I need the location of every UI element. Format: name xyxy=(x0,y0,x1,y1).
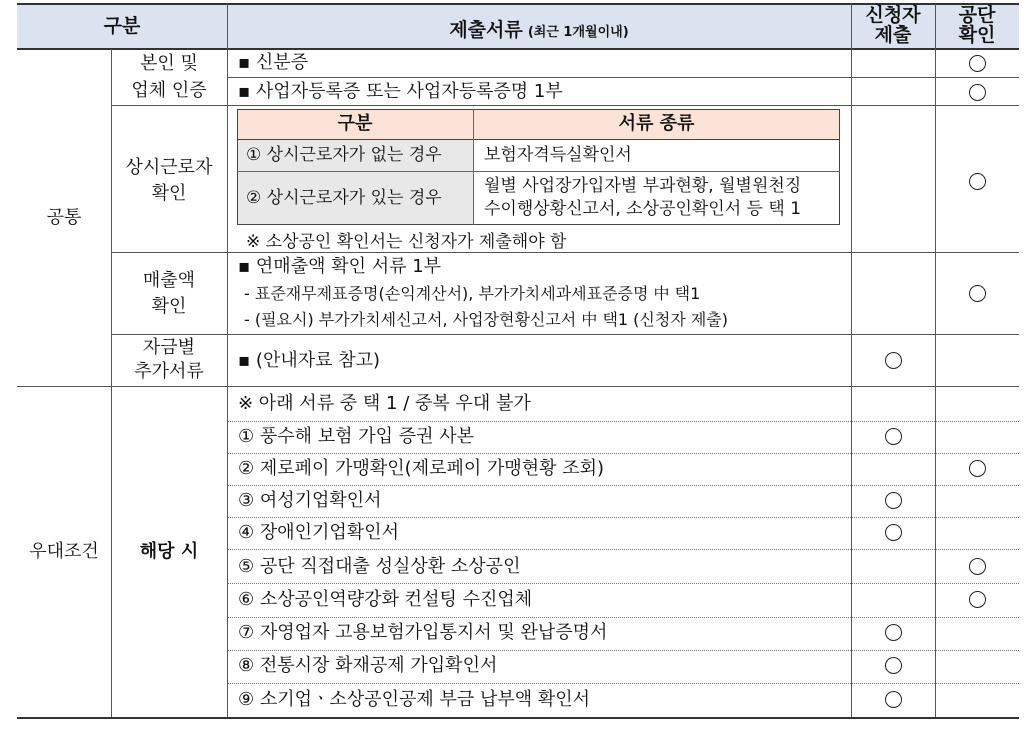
row-divider xyxy=(227,617,1019,618)
agency-check-mark xyxy=(969,591,986,608)
header-agency-line1: 공단 xyxy=(958,4,996,26)
preferential-sub-label: 해당 시 xyxy=(139,541,199,562)
applicant-check-mark xyxy=(885,657,902,674)
row-divider xyxy=(111,105,1019,106)
preferential-item: ⑥ 소상공인역량강화 컨설팅 수진업체 xyxy=(238,589,533,610)
inner-header-documents: 서류 종류 xyxy=(618,113,695,134)
column-divider xyxy=(227,4,228,717)
workers-note: ※ 소상공인 확인서는 신청자가 제출해야 함 xyxy=(246,232,567,252)
row-divider xyxy=(227,77,1019,78)
applicant-check-mark xyxy=(885,492,902,509)
preferential-item: ⑨ 소기업ㆍ소상공인공제 부금 납부액 확인서 xyxy=(238,689,591,710)
preferential-note: ※ 아래 서류 중 택 1 / 중복 우대 불가 xyxy=(238,393,531,414)
agency-check-mark xyxy=(969,173,986,190)
row-divider xyxy=(227,517,1019,518)
applicant-check-mark xyxy=(885,352,902,369)
agency-check-mark xyxy=(969,84,986,101)
group-label-preferential: 우대조건 xyxy=(29,541,99,562)
row-divider xyxy=(227,549,1019,550)
agency-check-mark xyxy=(969,285,986,302)
inner-header-category: 구분 xyxy=(337,113,373,134)
inner-table-divider xyxy=(237,171,840,172)
row-divider xyxy=(227,485,1019,486)
preferential-item: ⑦ 자영업자 고용보험가입통지서 및 완납증명서 xyxy=(238,622,608,643)
identity-item-id-card: ▪ 신분증 xyxy=(238,52,309,73)
header-applicant-line1: 신청자 xyxy=(865,4,921,26)
row-divider xyxy=(227,583,1019,584)
column-divider xyxy=(111,49,112,717)
inner-case2-documents-line2: 수이행상황신고서, 소상공인확인서 등 택 1 xyxy=(484,199,802,219)
inner-case2-label: ② 상시근로자가 있는 경우 xyxy=(246,188,442,208)
extra-label-line1: 자금별 xyxy=(142,337,196,358)
identity-item-business-registration: ▪ 사업자등록증 또는 사업자등록증명 1부 xyxy=(238,81,563,102)
group-label-common: 공통 xyxy=(46,207,82,228)
preferential-item: ③ 여성기업확인서 xyxy=(238,490,382,511)
header-bottom-border xyxy=(17,48,1019,50)
agency-check-mark xyxy=(969,460,986,477)
preferential-item: ⑤ 공단 직접대출 성실상환 소상공인 xyxy=(238,556,521,577)
extra-item: ▪ (안내자료 참고) xyxy=(238,350,381,371)
column-divider xyxy=(935,4,936,717)
inner-case1-documents: 보험자격득실확인서 xyxy=(484,145,632,165)
sales-item-standard: - 표준재무제표증명(손익계산서), 부가가치세과세표준증명 中 택1 xyxy=(244,284,701,303)
applicant-check-mark xyxy=(885,624,902,641)
header-category: 구분 xyxy=(103,15,141,37)
identity-label-line2: 업체 인증 xyxy=(131,80,207,101)
identity-label-line1: 본인 및 xyxy=(140,53,198,74)
preferential-item: ④ 장애인기업확인서 xyxy=(238,522,399,543)
header-documents-sub: (최근 1개월이내) xyxy=(527,25,629,40)
applicant-check-mark xyxy=(885,428,902,445)
header-documents-main: 제출서류 xyxy=(449,19,523,41)
inner-table-divider xyxy=(237,139,840,140)
applicant-check-mark xyxy=(885,691,902,708)
preferential-item: ② 제로페이 가맹확인(제로페이 가맹현황 조회) xyxy=(238,458,605,479)
preferential-item: ① 풍수해 보험 가입 증권 사본 xyxy=(238,426,475,447)
header-documents xyxy=(227,15,851,42)
row-divider xyxy=(227,683,1019,684)
sales-label-line2: 확인 xyxy=(151,296,187,317)
header-applicant-line2: 제출 xyxy=(874,24,912,46)
agency-check-mark xyxy=(969,55,986,72)
inner-case2-documents-line1: 월별 사업장가입자별 부과현황, 월별원천징 xyxy=(484,176,802,196)
header-agency-line2: 확인 xyxy=(958,24,996,46)
row-divider xyxy=(111,334,1019,335)
workers-label-line1: 상시근로자 xyxy=(125,157,213,178)
row-divider xyxy=(227,650,1019,651)
extra-label-line2: 추가서류 xyxy=(134,361,204,382)
table-bottom-border xyxy=(17,717,1019,719)
inner-case1-label: ① 상시근로자가 없는 경우 xyxy=(246,145,442,165)
row-divider xyxy=(227,421,1019,422)
preferential-item: ⑧ 전통시장 화재공제 가입확인서 xyxy=(238,655,498,676)
row-divider xyxy=(227,453,1019,454)
workers-label-line2: 확인 xyxy=(151,183,187,204)
applicant-check-mark xyxy=(885,524,902,541)
sales-item-optional: - (필요시) 부가가치세신고서, 사업장현황신고서 中 택1 (신청자 제출) xyxy=(244,310,729,329)
sales-label-line1: 매출액 xyxy=(142,270,196,291)
section-divider xyxy=(17,386,1019,387)
sales-item-main: ▪ 연매출액 확인 서류 1부 xyxy=(238,256,442,277)
column-divider xyxy=(851,4,852,717)
agency-check-mark xyxy=(969,558,986,575)
